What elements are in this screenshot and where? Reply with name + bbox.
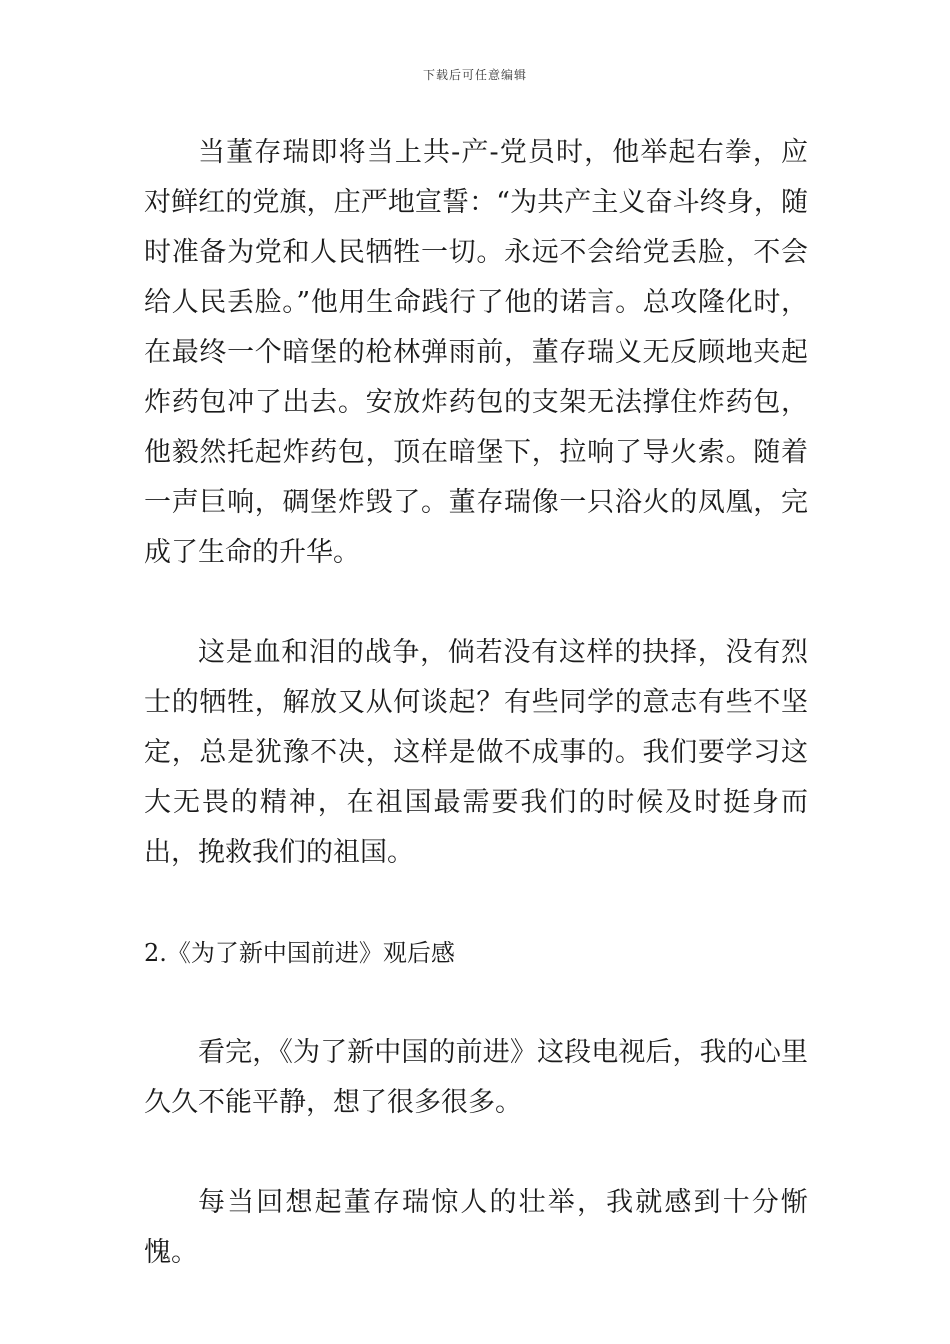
section-heading: 2.《为了新中国前进》观后感 [144, 939, 455, 967]
page-header-note: 下载后可任意编辑 [422, 68, 527, 82]
paragraph-ashamed: 每当回想起董存瑞惊人的壮举，我就感到十分惭愧。 [144, 1187, 808, 1268]
paragraph-war-reflection: 这是血和泪的战争，倘若没有这样的抉择，没有烈士的牺牲，解放又从何谈起？有些同学的意志有些不坚定，总是犹豫不决，这样是做不成事的。我们要学习这大无畏的精神，在祖国最需要我们的时候及时挺身而出，挽救我们的祖国。 [144, 637, 808, 868]
paragraph-dong-cunrui-oath: 当董存瑞即将当上共-产-党员时，他举起右拳，应对鲜红的党旗，庄严地宣誓：“为共产主义奋斗终身，随时准备为党和人民牺牲一切。永远不会给党丢脸，不会给人民丢脸。”他用生命践行了他的诺言。总攻隆化时，在最终一个暗堡的枪林弹雨前，董存瑞义无反顾地夹起炸药包冲了出去。安放炸药包的支架无法撑住炸药包，他毅然托起炸药包，顶在暗堡下，拉响了导火索。随着一声巨响，碉堡炸毁了。董存瑞像一只浴火的凤凰，完成了生命的升华。 [144, 137, 808, 568]
document-body [144, 128, 808, 1278]
paragraph-after-watching: 看完，《为了新中国的前进》这段电视后，我的心里久久不能平静，想了很多很多。 [144, 1037, 808, 1118]
